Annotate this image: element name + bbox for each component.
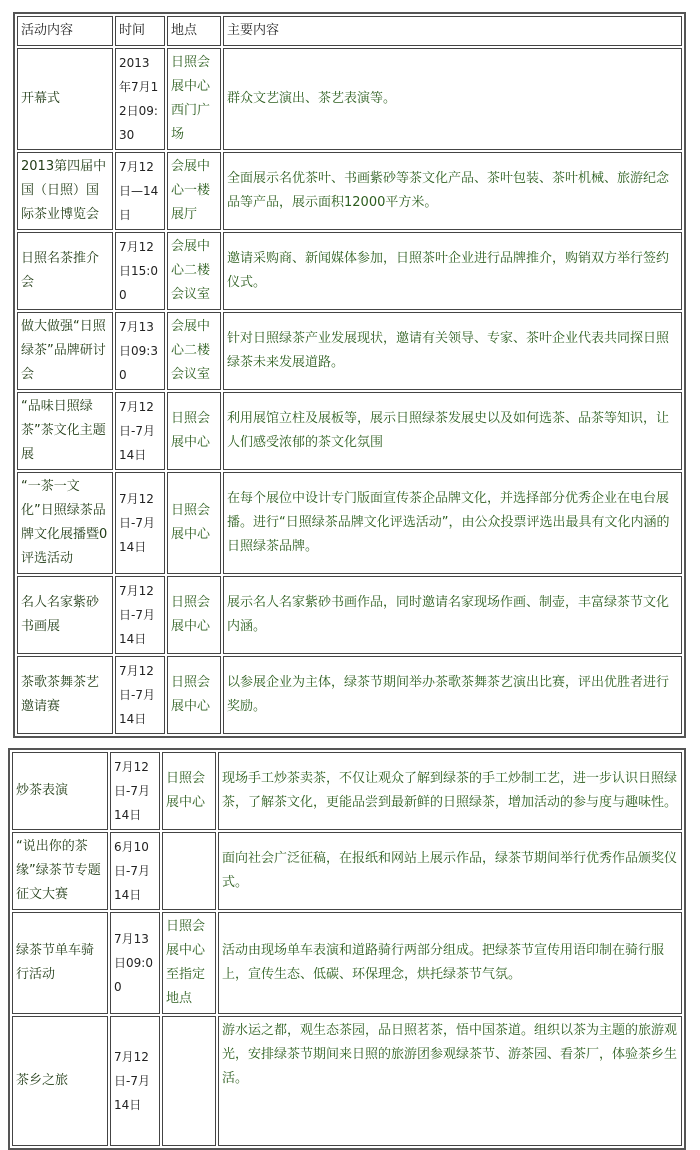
table-row — [12, 832, 682, 910]
table-row — [17, 392, 682, 470]
table-row — [17, 656, 682, 734]
location-cell: 会展中心二楼会议室 — [167, 232, 221, 310]
content-cell: 利用展馆立柱及展板等，展示日照绿茶发展史以及如何选茶、品茶等知识，让人们感受浓郁的茶文化氛围 — [223, 392, 682, 470]
header-content: 主要内容 — [223, 16, 682, 46]
header-activity: 活动内容 — [17, 16, 113, 46]
content-cell: 展示名人名家紫砂书画作品，同时邀请名家现场作画、制壶，丰富绿茶节文化内涵。 — [223, 576, 682, 654]
activity-cell: 2013第四届中国（日照）国际茶业博览会 — [17, 152, 113, 230]
time-cell: 7月12日-7月14日 — [115, 472, 165, 574]
table-row — [17, 48, 682, 150]
table-row — [12, 752, 682, 830]
time-cell: 7月12日—14日 — [115, 152, 165, 230]
time-cell: 7月13日09:30 — [115, 312, 165, 390]
table-row — [12, 1016, 682, 1146]
header-row — [17, 16, 682, 46]
content-cell: 针对日照绿茶产业发展现状，邀请有关领导、专家、茶叶企业代表共同探日照绿茶未来发展道路。 — [223, 312, 682, 390]
content-cell: 邀请采购商、新闻媒体参加，日照茶叶企业进行品牌推介，购销双方举行签约仪式。 — [223, 232, 682, 310]
table-row — [17, 312, 682, 390]
location-cell: 日照会展中心 — [167, 576, 221, 654]
location-cell: 日照会展中心 — [167, 392, 221, 470]
time-cell: 7月12日-7月14日 — [115, 576, 165, 654]
content-cell: 全面展示名优茶叶、书画紫砂等茶文化产品、茶叶包装、茶叶机械、旅游纪念品等产品，展示面积12000平方米。 — [223, 152, 682, 230]
time-cell: 2013年7月12日09:30 — [115, 48, 165, 150]
table-row — [17, 152, 682, 230]
activity-cell: 茶歌茶舞茶艺邀请赛 — [17, 656, 113, 734]
table-row — [12, 912, 682, 1014]
location-cell: 日照会展中心至指定地点 — [162, 912, 216, 1014]
time-cell: 7月12日15:00 — [115, 232, 165, 310]
location-cell — [162, 832, 216, 910]
content-cell: 面向社会广泛征稿，在报纸和网站上展示作品，绿茶节期间举行优秀作品颁奖仪式。 — [218, 832, 682, 910]
activity-cell: 名人名家紫砂书画展 — [17, 576, 113, 654]
time-cell: 7月12日-7月14日 — [110, 752, 160, 830]
activity-cell: 开幕式 — [17, 48, 113, 150]
time-cell: 7月12日-7月14日 — [110, 1016, 160, 1146]
activity-cell: “品味日照绿茶”茶文化主题展 — [17, 392, 113, 470]
activity-cell: 日照名茶推介会 — [17, 232, 113, 310]
activity-cell: 炒茶表演 — [12, 752, 108, 830]
content-cell: 游水运之都，观生态茶园，品日照茗茶，悟中国茶道。组织以茶为主题的旅游观光，安排绿茶节期间来日照的旅游团参观绿茶节、游茶园、看茶厂，体验茶乡生活。 — [218, 1016, 682, 1146]
table-row — [17, 576, 682, 654]
header-time: 时间 — [115, 16, 165, 46]
activity-cell: “一茶一文化”日照绿茶品牌文化展播暨0评选活动 — [17, 472, 113, 574]
time-cell: 7月12日-7月14日 — [115, 656, 165, 734]
activity-cell: 绿茶节单车骑行活动 — [12, 912, 108, 1014]
schedule-table-1 — [13, 12, 686, 738]
content-cell: 以参展企业为主体，绿茶节期间举办茶歌茶舞茶艺演出比赛，评出优胜者进行奖励。 — [223, 656, 682, 734]
location-cell: 日照会展中心 — [167, 656, 221, 734]
activity-cell: “说出你的茶缘”绿茶节专题征文大赛 — [12, 832, 108, 910]
table-row — [17, 472, 682, 574]
time-cell: 7月12日-7月14日 — [115, 392, 165, 470]
location-cell: 日照会展中心西门广场 — [167, 48, 221, 150]
content-cell: 现场手工炒茶卖茶，不仅让观众了解到绿茶的手工炒制工艺，进一步认识日照绿茶，了解茶文化，更能品尝到最新鲜的日照绿茶，增加活动的参与度与趣味性。 — [218, 752, 682, 830]
location-cell: 会展中心一楼展厅 — [167, 152, 221, 230]
location-cell: 日照会展中心 — [162, 752, 216, 830]
schedule-table-2 — [8, 748, 686, 1150]
activity-cell: 茶乡之旅 — [12, 1016, 108, 1146]
activity-cell: 做大做强“日照绿茶”品牌研讨会 — [17, 312, 113, 390]
table-row — [17, 232, 682, 310]
location-cell — [162, 1016, 216, 1146]
content-cell: 群众文艺演出、茶艺表演等。 — [223, 48, 682, 150]
time-cell: 7月13日09:00 — [110, 912, 160, 1014]
header-location: 地点 — [167, 16, 221, 46]
content-cell: 活动由现场单车表演和道路骑行两部分组成。把绿茶节宣传用语印制在骑行服上，宣传生态、低碳、环保理念，烘托绿茶节气氛。 — [218, 912, 682, 1014]
location-cell: 日照会展中心 — [167, 472, 221, 574]
content-cell: 在每个展位中设计专门版面宣传茶企品牌文化，并选择部分优秀企业在电台展播。进行“日照绿茶品牌文化评选活动”，由公众投票评选出最具有文化内涵的日照绿茶品牌。 — [223, 472, 682, 574]
time-cell: 6月10日-7月14日 — [110, 832, 160, 910]
location-cell: 会展中心二楼会议室 — [167, 312, 221, 390]
